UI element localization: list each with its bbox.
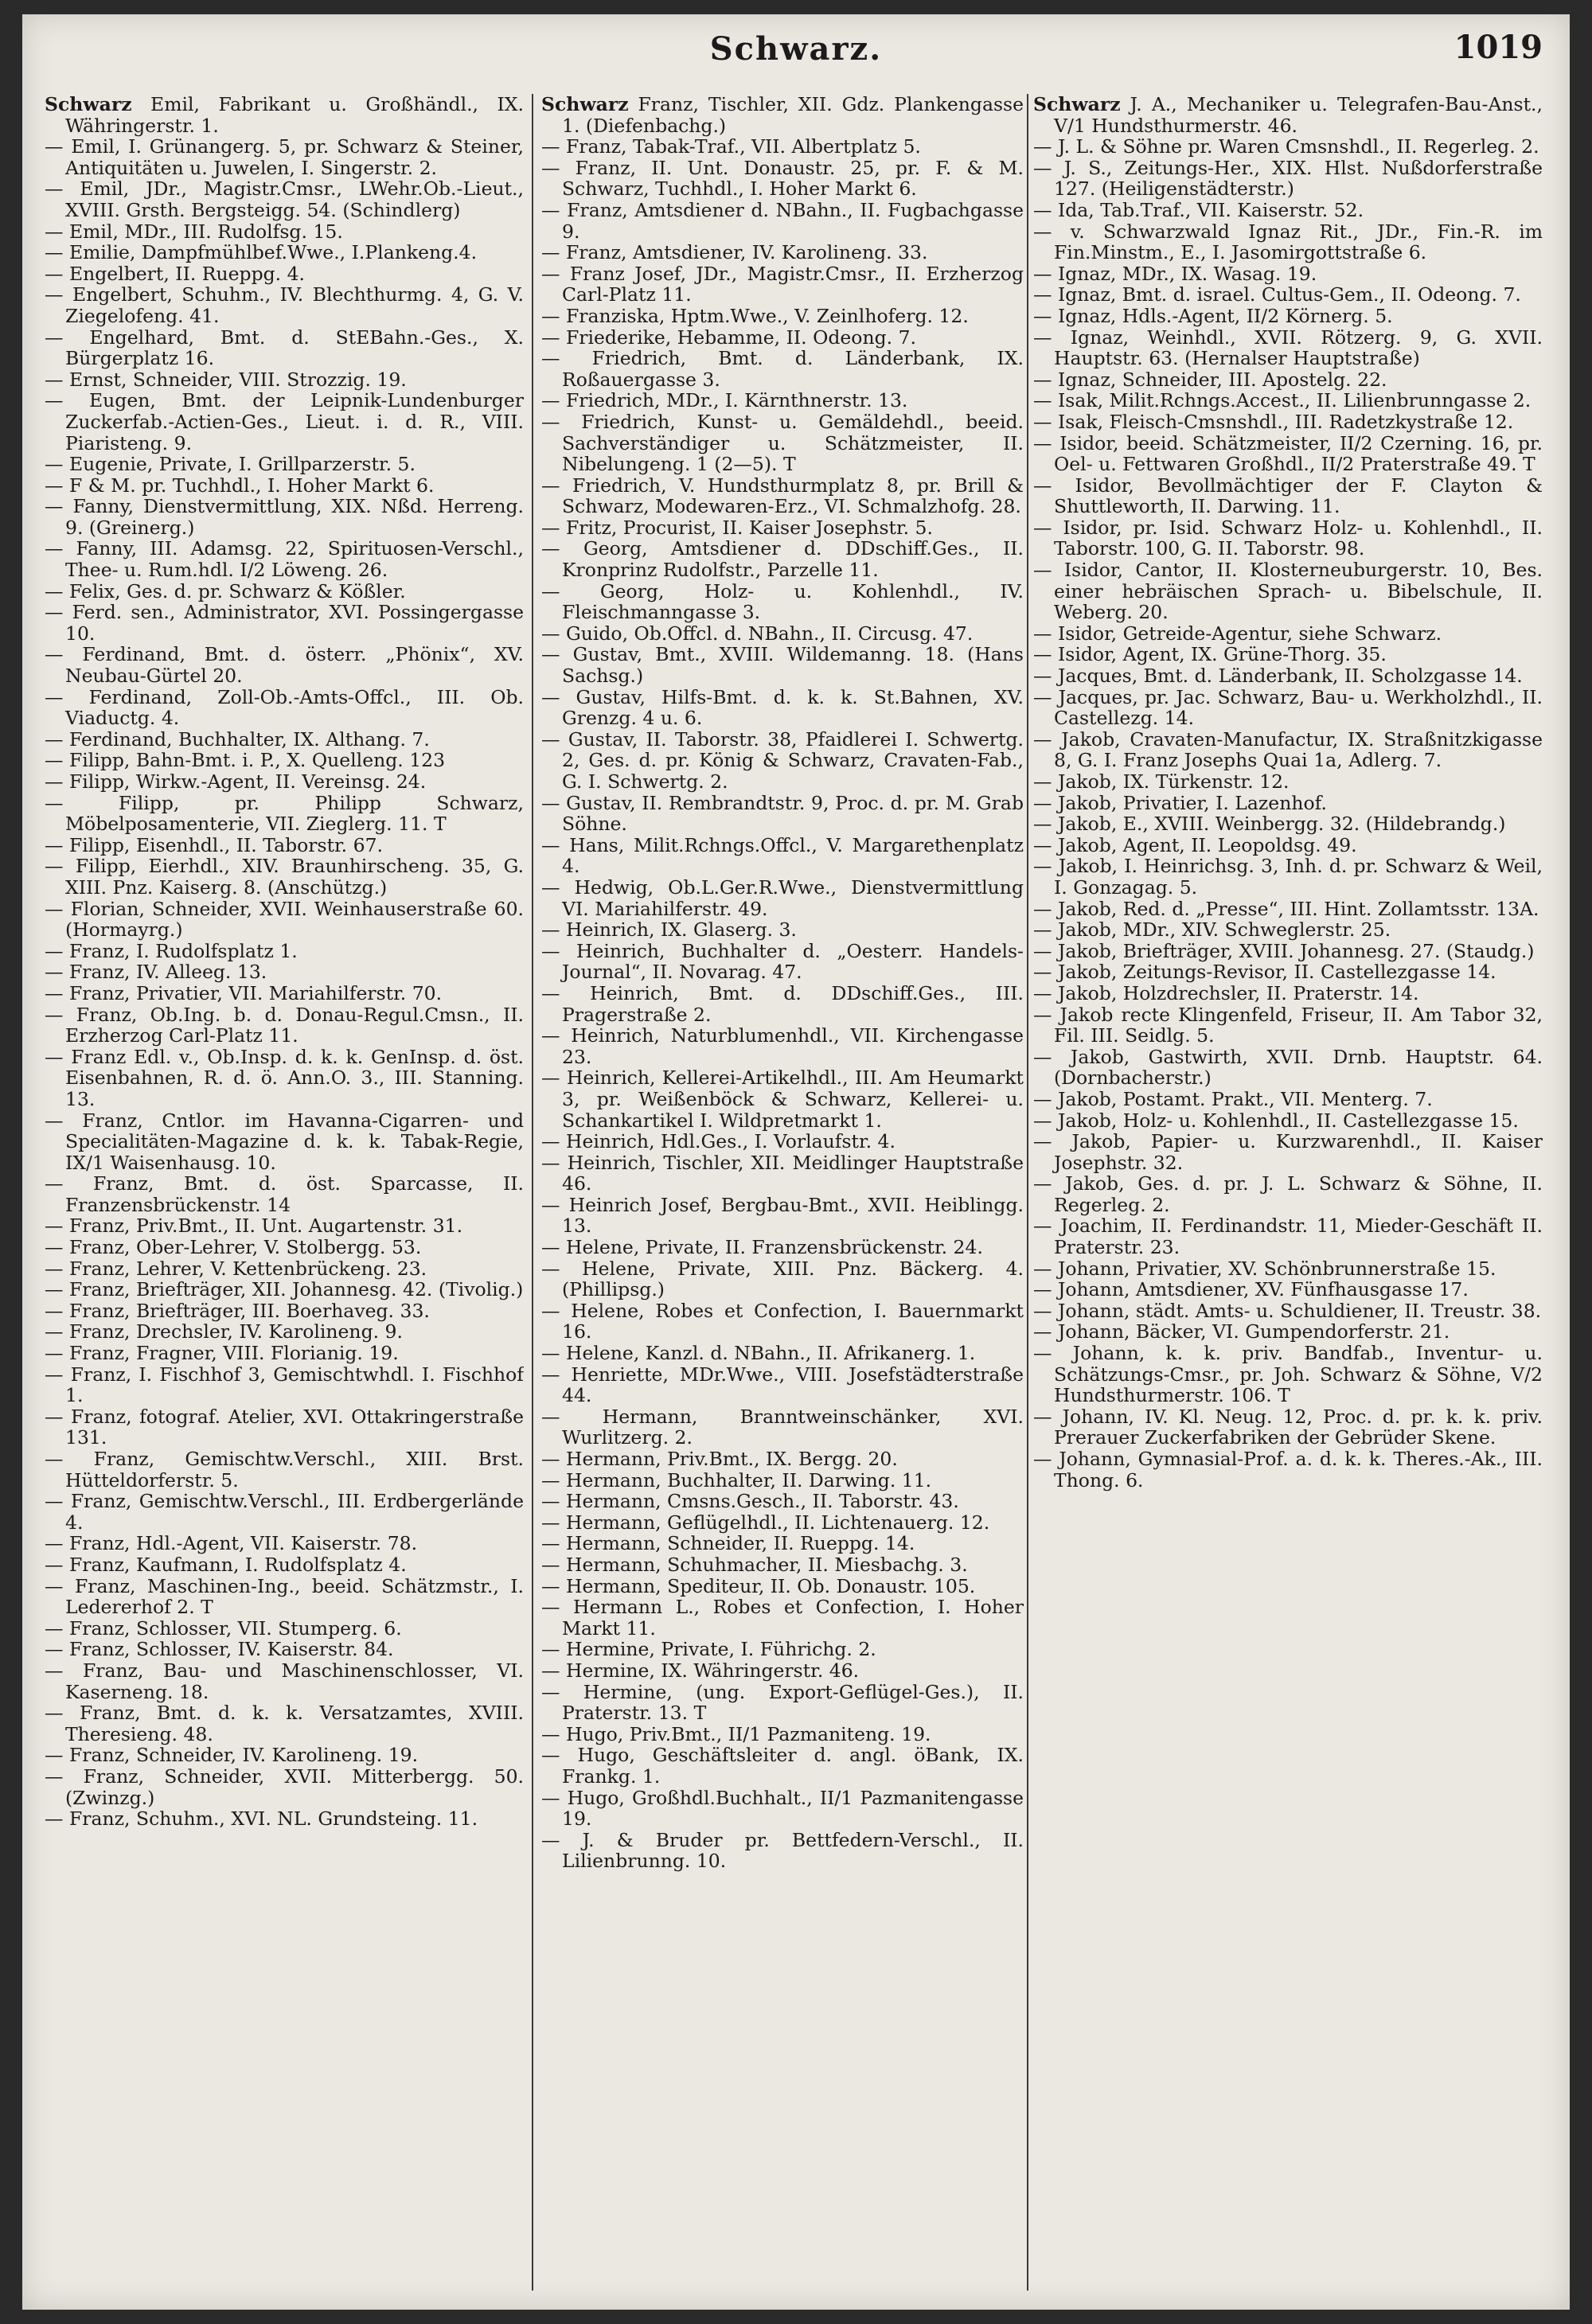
directory-entry: — Johann, k. k. priv. Bandfab., Inventur- u. Schätzungs-Cmsr., pr. Joh. Schwarz & Söhne, V/2 Hundsthurmerstr. 106. T <box>1033 1342 1543 1407</box>
directory-entry: — Franz, Maschinen-Ing., beeid. Schätzmstr., I. Ledererhof 2. T <box>45 1574 524 1619</box>
directory-entry: — Franz, Cntlor. im Havanna-Cigarren- und Specialitäten-Magazine d. k. k. Tabak-Regie, IX/1 Waisenhausg. 10. <box>45 1109 524 1174</box>
directory-entry: — Filipp, Eisenhdl., II. Taborstr. 67. <box>45 833 383 856</box>
directory-entry: — Heinrich Josef, Bergbau-Bmt., XVII. Heiblingg. 13. <box>541 1193 1024 1238</box>
directory-entry: — Johann, Privatier, XV. Schönbrunnerstraße 15. <box>1033 1257 1496 1280</box>
directory-entry: — J. & Bruder pr. Bettfedern-Verschl., II. Lilienbrunng. 10. <box>541 1828 1024 1873</box>
directory-entry: — Helene, Robes et Confection, I. Bauernmarkt 16. <box>541 1299 1024 1343</box>
directory-entry: — Jakob, Holz- u. Kohlenhdl., II. Castellezgasse 15. <box>1033 1109 1519 1132</box>
directory-entry: — Jakob recte Klingenfeld, Friseur, II. Am Tabor 32, Fil. III. Seidlg. 5. <box>1033 1003 1543 1047</box>
directory-entry: — Florian, Schneider, XVII. Weinhauserstraße 60. (Hormayrg.) <box>45 897 524 942</box>
directory-entry: — Franz, Briefträger, III. Boerhaveg. 33. <box>45 1299 430 1322</box>
surname-heading: Schwarz <box>541 94 629 115</box>
directory-entry: — Friedrich, MDr., I. Kärnthnerstr. 13. <box>541 389 908 412</box>
directory-entry: — Hermann, Spediteur, II. Ob. Donaustr. 105. <box>541 1574 976 1597</box>
directory-entry: — Filipp, pr. Philipp Schwarz, Möbelposamenterie, VII. Zieglerg. 11. T <box>45 791 524 836</box>
directory-entry: — Jakob, Postamt. Prakt., VII. Menterg. 7. <box>1033 1087 1433 1110</box>
surname-heading: Schwarz <box>45 94 132 115</box>
directory-entry: — F & M. pr. Tuchhdl., I. Hoher Markt 6. <box>45 474 435 497</box>
directory-entry: — Friederike, Hebamme, II. Odeong. 7. <box>541 326 916 349</box>
directory-entry: — Franz, Schlosser, VII. Stumperg. 6. <box>45 1616 402 1640</box>
column-divider <box>532 94 533 2291</box>
directory-entry: — Jakob, Ges. d. pr. J. L. Schwarz & Söhne, II. Regerleg. 2. <box>1033 1172 1543 1216</box>
directory-entry: — Jakob, Agent, II. Leopoldsg. 49. <box>1033 833 1357 856</box>
directory-entry: Schwarz J. A., Mechaniker u. Telegrafen-Bau-Anst., V/1 Hundsthurmerstr. 46. <box>1033 94 1543 137</box>
directory-entry: — Eugenie, Private, I. Grillparzerstr. 5. <box>45 453 416 476</box>
directory-entry: — Friedrich, Kunst- u. Gemäldehdl., beeid. Sachverständiger u. Schätzmeister, II. Nibelungeng. 1 (2—5). T <box>541 410 1024 476</box>
directory-entry: — Franziska, Hptm.Wwe., V. Zeinlhoferg. 12. <box>541 304 969 327</box>
directory-entry: — Franz, Privatier, VII. Mariahilferstr. 70. <box>45 981 443 1004</box>
directory-entry: — Ignaz, Bmt. d. israel. Cultus-Gem., II. Odeong. 7. <box>1033 283 1521 306</box>
surname-heading: Schwarz <box>1033 94 1121 115</box>
directory-entry: — Jakob, Zeitungs-Revisor, II. Castellezgasse 14. <box>1033 961 1496 984</box>
directory-entry: — Engelbert, Schuhm., IV. Blechthurmg. 4, G. V. Ziegelofeng. 41. <box>45 283 524 327</box>
directory-entry: — Franz, fotograf. Atelier, XVI. Ottakringerstraße 131. <box>45 1405 524 1449</box>
directory-entry: — Heinrich, Buchhalter d. „Oesterr. Handels-Journal“, II. Novarag. 47. <box>541 939 1024 984</box>
directory-entry: — Filipp, Eierhdl., XIV. Braunhirscheng. 35, G. XIII. Pnz. Kaiserg. 8. (Anschützg.) <box>45 855 524 899</box>
directory-entry: — Ignaz, Schneider, III. Apostelg. 22. <box>1033 368 1387 391</box>
directory-entry: — Fanny, Dienstvermittlung, XIX. Nßd. Herreng. 9. (Greinerg.) <box>45 495 524 539</box>
directory-entry: — Helene, Kanzl. d. NBahn., II. Afrikanerg. 1. <box>541 1342 976 1365</box>
directory-entry: — Hermann, Schuhmacher, II. Miesbachg. 3. <box>541 1553 968 1576</box>
directory-entry: — Gustav, Hilfs-Bmt. d. k. k. St.Bahnen, XV. Grenzg. 4 u. 6. <box>541 685 1024 730</box>
directory-entry: — Isidor, Cantor, II. Klosterneuburgerstr. 10, Bes. einer hebräischen Sprach- u. Bibelschule, II. Weberg. 20. <box>1033 559 1543 624</box>
directory-entry: — Franz, Briefträger, XII. Johannesg. 42. (Tivolig.) <box>45 1278 524 1301</box>
directory-entry: — Heinrich, Hdl.Ges., I. Vorlaufstr. 4. <box>541 1130 896 1153</box>
directory-entry: — Franz, Tabak-Traf., VII. Albertplatz 5. <box>541 135 921 158</box>
directory-entry: Schwarz Franz, Tischler, XII. Gdz. Plankengasse 1. (Diefenbachg.) <box>541 94 1024 137</box>
directory-entry: — Ernst, Schneider, VIII. Strozzig. 19. <box>45 368 407 391</box>
directory-entry: — Hans, Milit.Rchngs.Offcl., V. Margarethenplatz 4. <box>541 833 1024 878</box>
directory-entry: — Ferd. sen., Administrator, XVI. Possingergasse 10. <box>45 601 524 645</box>
directory-entry: — Franz, Priv.Bmt., II. Unt. Augartenstr. 31. <box>45 1215 463 1238</box>
column-3 <box>1033 94 1543 2299</box>
directory-entry: — Franz, Schneider, XVII. Mitterbergg. 50. (Zwinzg.) <box>45 1764 524 1809</box>
directory-entry: — Filipp, Wirkw.-Agent, II. Vereinsg. 24. <box>45 770 427 793</box>
directory-entry: — Franz, Schneider, IV. Karolineng. 19. <box>45 1744 419 1767</box>
directory-entry: — Jakob, Gastwirth, XVII. Drnb. Hauptstr. 64. (Dornbacherstr.) <box>1033 1045 1543 1090</box>
directory-entry: — Heinrich, Kellerei-Artikelhdl., III. Am Heumarkt 3, pr. Weißenböck & Schwarz, Kellerei- u. Schankartikel I. Wildpretmarkt 1. <box>541 1066 1024 1132</box>
directory-entry: — Jakob, E., XVIII. Weinbergg. 32. (Hildebrandg.) <box>1033 813 1506 836</box>
directory-entry: — Isak, Fleisch-Cmsnshdl., III. Radetzkystraße 12. <box>1033 410 1514 433</box>
directory-entry: — Franz, II. Unt. Donaustr. 25, pr. F. & M. Schwarz, Tuchhdl., I. Hoher Markt 6. <box>541 156 1024 201</box>
directory-entry: — Gustav, II. Taborstr. 38, Pfaidlerei I. Schwertg. 2, Ges. d. pr. König & Schwarz, Cravaten-Fab., G. I. Schwertg. 2. <box>541 727 1024 793</box>
directory-entry: — Isidor, beeid. Schätzmeister, II/2 Czerning. 16, pr. Oel- u. Fettwaren Großhdl., II/2 Praterstraße 49. T <box>1033 431 1543 476</box>
directory-entry: — Franz, Drechsler, IV. Karolineng. 9. <box>45 1320 403 1343</box>
directory-entry: — Ignaz, Weinhdl., XVII. Rötzerg. 9, G. XVII. Hauptstr. 63. (Hernalser Hauptstraße) <box>1033 326 1543 370</box>
directory-entry: — Jakob, Red. d. „Presse“, III. Hint. Zollamtsstr. 13A. <box>1033 897 1539 920</box>
directory-entry: — Franz, I. Fischhof 3, Gemischtwhdl. I. Fischhof 1. <box>45 1363 524 1407</box>
directory-entry: — Jakob, I. Heinrichsg. 3, Inh. d. pr. Schwarz & Weil, I. Gonzagag. 5. <box>1033 855 1543 899</box>
directory-entry: — Franz, Fragner, VIII. Florianig. 19. <box>45 1342 399 1365</box>
directory-entry: — Johann, Bäcker, VI. Gumpendorferstr. 21. <box>1033 1320 1450 1343</box>
column-1 <box>45 94 524 2299</box>
directory-entry: — Eugen, Bmt. der Leipnik-Lundenburger Zuckerfab.-Actien-Ges., Lieut. i. d. R., VIII. Piaristeng. 9. <box>45 389 524 454</box>
directory-entry: — Franz, Kaufmann, I. Rudolfsplatz 4. <box>45 1553 407 1576</box>
directory-entry: — Fritz, Procurist, II. Kaiser Josephstr. 5. <box>541 516 933 539</box>
directory-entry: — Franz, Bmt. d. öst. Sparcasse, II. Franzensbrückenstr. 14 <box>45 1172 524 1216</box>
column-divider <box>1027 94 1028 2291</box>
directory-entry: — Johann, IV. Kl. Neug. 12, Proc. d. pr. k. k. priv. Prerauer Zuckerfabriken der Gebrüder Skene. <box>1033 1405 1543 1449</box>
running-head: Schwarz. <box>709 30 883 68</box>
directory-entry: — Isak, Milit.Rchngs.Accest., II. Lilienbrunngasse 2. <box>1033 389 1532 412</box>
directory-entry: — Johann, Gymnasial-Prof. a. d. k. k. Theres.-Ak., III. Thong. 6. <box>1033 1448 1543 1491</box>
directory-entry: — Gustav, Bmt., XVIII. Wildemanng. 18. (Hans Sachsg.) <box>541 643 1024 688</box>
directory-entry: — Ferdinand, Buchhalter, IX. Althang. 7. <box>45 727 430 751</box>
directory-entry: — Isidor, Agent, IX. Grüne-Thorg. 35. <box>1033 643 1387 666</box>
directory-entry: — Franz, Bau- und Maschinenschlosser, VI. Kaserneng. 18. <box>45 1659 524 1703</box>
directory-entry: — Fanny, III. Adamsg. 22, Spirituosen-Verschl., Thee- u. Rum.hdl. I/2 Löweng. 26. <box>45 537 524 582</box>
directory-entry: — Felix, Ges. d. pr. Schwarz & Kößler. <box>45 579 406 602</box>
directory-entry: — Emil, I. Grünangerg. 5, pr. Schwarz & Steiner, Antiquitäten u. Juwelen, I. Singerstr. 2. <box>45 135 524 179</box>
directory-entry: — Franz, Schlosser, IV. Kaiserstr. 84. <box>45 1638 394 1661</box>
directory-entry: — Ferdinand, Zoll-Ob.-Amts-Offcl., III. Ob. Viaductg. 4. <box>45 685 524 730</box>
directory-entry: — Henriette, MDr.Wwe., VIII. Josefstädterstraße 44. <box>541 1363 1024 1407</box>
page-header <box>22 25 1570 73</box>
directory-entry: — Franz, I. Rudolfsplatz 1. <box>45 939 298 962</box>
directory-entry: — Georg, Holz- u. Kohlenhdl., IV. Fleischmanngasse 3. <box>541 579 1024 624</box>
directory-entry: — Jakob, Cravaten-Manufactur, IX. Straßnitzkigasse 8, G. I. Franz Josephs Quai 1a, Adlerg. 7. <box>1033 727 1543 772</box>
directory-entry: — Heinrich, Tischler, XII. Meidlinger Hauptstraße 46. <box>541 1151 1024 1195</box>
directory-entry: — Franz, Lehrer, V. Kettenbrückeng. 23. <box>45 1257 427 1280</box>
directory-entry: — Hermann, Branntweinschänker, XVI. Wurlitzerg. 2. <box>541 1405 1024 1449</box>
directory-entry: — Hermann, Buchhalter, II. Darwing. 11. <box>541 1468 932 1491</box>
directory-entry: — Engelhard, Bmt. d. StEBahn.-Ges., X. Bürgerplatz 16. <box>45 326 524 370</box>
directory-entry: — Guido, Ob.Offcl. d. NBahn., II. Circusg. 47. <box>541 622 974 645</box>
directory-entry: — Ignaz, MDr., IX. Wasag. 19. <box>1033 262 1317 285</box>
directory-entry: — Ignaz, Hdls.-Agent, II/2 Körnerg. 5. <box>1033 304 1393 327</box>
directory-entry: — Hedwig, Ob.L.Ger.R.Wwe., Dienstvermittlung VI. Mariahilferstr. 49. <box>541 875 1024 920</box>
directory-entry: — Friedrich, V. Hundsthurmplatz 8, pr. Brill & Schwarz, Modewaren-Erz., VI. Schmalzhofg. 28. <box>541 474 1024 518</box>
directory-entry: — Hermann, Cmsns.Gesch., II. Taborstr. 43. <box>541 1490 959 1513</box>
directory-entry: — Jakob, Privatier, I. Lazenhof. <box>1033 791 1327 814</box>
directory-entry: — Hermine, (ung. Export-Geflügel-Ges.), II. Praterstr. 13. T <box>541 1680 1024 1725</box>
directory-entry: — Jakob, MDr., XIV. Schweglerstr. 25. <box>1033 918 1391 942</box>
directory-entry: — Franz, Ob.Ing. b. d. Donau-Regul.Cmsn., II. Erzherzog Carl-Platz 11. <box>45 1003 524 1047</box>
directory-entry: — Emil, MDr., III. Rudolfsg. 15. <box>45 220 343 243</box>
directory-entry: — Franz, Bmt. d. k. k. Versatzamtes, XVIII. Theresieng. 48. <box>45 1702 524 1745</box>
directory-entry: — v. Schwarzwald Ignaz Rit., JDr., Fin.-R. im Fin.Minstm., E., I. Jasomirgottstraße 6. <box>1033 220 1543 264</box>
directory-entry: — Helene, Private, XIII. Pnz. Bäckerg. 4. (Phillipsg.) <box>541 1257 1024 1301</box>
directory-entry: — Hermann, Geflügelhdl., II. Lichtenauerg. 12. <box>541 1511 990 1534</box>
directory-entry: — Franz, Ober-Lehrer, V. Stolbergg. 53. <box>45 1236 422 1259</box>
column-2 <box>541 94 1024 2299</box>
directory-entry: — Johann, städt. Amts- u. Schuldiener, II. Treustr. 38. <box>1033 1299 1542 1322</box>
directory-entry: — Franz Edl. v., Ob.Insp. d. k. k. GenInsp. d. öst. Eisenbahnen, R. d. ö. Ann.O. 3., III. Stanning. 13. <box>45 1045 524 1110</box>
directory-page <box>22 14 1570 2310</box>
directory-entry: — Heinrich, Bmt. d. DDschiff.Ges., III. Pragerstraße 2. <box>541 981 1024 1026</box>
directory-entry: — Johann, Amtsdiener, XV. Fünfhausgasse 17. <box>1033 1278 1469 1301</box>
directory-entry: — Hugo, Priv.Bmt., II/1 Pazmaniteng. 19. <box>541 1722 931 1745</box>
directory-entry: — Jakob, IX. Türkenstr. 12. <box>1033 770 1290 793</box>
directory-entry: — Hermine, Private, I. Führichg. 2. <box>541 1638 876 1661</box>
directory-entry: — Gustav, II. Rembrandtstr. 9, Proc. d. pr. M. Grab Söhne. <box>541 791 1024 836</box>
directory-entry: — Franz, IV. Alleeg. 13. <box>45 961 267 984</box>
directory-entry: — Isidor, Getreide-Agentur, siehe Schwarz. <box>1033 622 1442 645</box>
directory-entry: Schwarz Emil, Fabrikant u. Großhändl., IX. Währingerstr. 1. <box>45 94 524 137</box>
directory-entry: — Georg, Amtsdiener d. DDschiff.Ges., II. Kronprinz Rudolfstr., Parzelle 11. <box>541 537 1024 582</box>
directory-entry: — Hermine, IX. Währingerstr. 46. <box>541 1659 860 1682</box>
directory-entry: — Franz Josef, JDr., Magistr.Cmsr., II. Erzherzog Carl-Platz 11. <box>541 262 1024 306</box>
directory-entry: — Franz, Gemischtw.Verschl., III. Erdbergerlände 4. <box>45 1490 524 1534</box>
directory-entry: — Hermann, Priv.Bmt., IX. Bergg. 20. <box>541 1448 898 1470</box>
directory-entry: — Franz, Hdl.-Agent, VII. Kaiserstr. 78. <box>45 1532 418 1555</box>
directory-entry: — J. S., Zeitungs-Her., XIX. Hlst. Nußdorferstraße 127. (Heiligenstädterstr.) <box>1033 156 1543 201</box>
directory-entry: — Jacques, pr. Jac. Schwarz, Bau- u. Werkholzhdl., II. Castellezg. 14. <box>1033 685 1543 730</box>
directory-entry: — Friedrich, Bmt. d. Länderbank, IX. Roßauergasse 3. <box>541 347 1024 391</box>
directory-entry: — Hermann, Schneider, II. Rueppg. 14. <box>541 1532 915 1555</box>
directory-entry: — Hugo, Geschäftsleiter d. angl. öBank, IX. Frankg. 1. <box>541 1744 1024 1788</box>
directory-entry: — Joachim, II. Ferdinandstr. 11, Mieder-Geschäft II. Praterstr. 23. <box>1033 1215 1543 1259</box>
directory-entry: — Emil, JDr., Magistr.Cmsr., LWehr.Ob.-Lieut., XVIII. Grsth. Bergsteigg. 54. (Schindlerg) <box>45 177 524 221</box>
directory-entry: — Franz, Schuhm., XVI. NL. Grundsteing. 11. <box>45 1807 478 1831</box>
page-number: 1019 <box>1453 29 1543 66</box>
directory-entry: — Franz, Gemischtw.Verschl., XIII. Brst. Hütteldorferstr. 5. <box>45 1448 524 1491</box>
directory-entry: — Helene, Private, II. Franzensbrückenstr. 24. <box>541 1236 983 1259</box>
directory-entry: — Filipp, Bahn-Bmt. i. P., X. Quelleng. 123 <box>45 749 446 772</box>
directory-entry: — Franz, Amtsdiener d. NBahn., II. Fugbachgasse 9. <box>541 198 1024 243</box>
directory-entry: — Heinrich, Naturblumenhdl., VII. Kirchengasse 23. <box>541 1024 1024 1068</box>
directory-entry: — Jakob, Holzdrechsler, II. Praterstr. 14. <box>1033 981 1419 1004</box>
directory-entry: — Engelbert, II. Rueppg. 4. <box>45 262 306 285</box>
directory-entry: — Franz, Amtsdiener, IV. Karolineng. 33. <box>541 241 928 264</box>
directory-entry: — Ida, Tab.Traf., VII. Kaiserstr. 52. <box>1033 198 1364 221</box>
directory-entry: — Isidor, Bevollmächtiger der F. Clayton & Shuttleworth, II. Darwing. 11. <box>1033 474 1543 518</box>
directory-entry: — Heinrich, IX. Glaserg. 3. <box>541 918 797 942</box>
directory-entry: — Hugo, Großhdl.Buchhalt., II/1 Pazmanitengasse 19. <box>541 1786 1024 1831</box>
directory-entry: — Ferdinand, Bmt. d. österr. „Phönix“, XV. Neubau-Gürtel 20. <box>45 643 524 688</box>
directory-entry: — Emilie, Dampfmühlbef.Wwe., I.Plankeng.4. <box>45 241 478 264</box>
directory-entry: — Hermann L., Robes et Confection, I. Hoher Markt 11. <box>541 1596 1024 1640</box>
directory-entry: — Jacques, Bmt. d. Länderbank, II. Scholzgasse 14. <box>1033 665 1523 688</box>
directory-entry: — J. L. & Söhne pr. Waren Cmsnshdl., II. Regerleg. 2. <box>1033 135 1539 158</box>
directory-entry: — Jakob, Papier- u. Kurzwarenhdl., II. Kaiser Josephstr. 32. <box>1033 1130 1543 1174</box>
directory-entry: — Isidor, pr. Isid. Schwarz Holz- u. Kohlenhdl., II. Taborstr. 100, G. II. Taborstr. 98. <box>1033 516 1543 560</box>
directory-entry: — Jakob, Briefträger, XVIII. Johannesg. 27. (Staudg.) <box>1033 939 1535 962</box>
